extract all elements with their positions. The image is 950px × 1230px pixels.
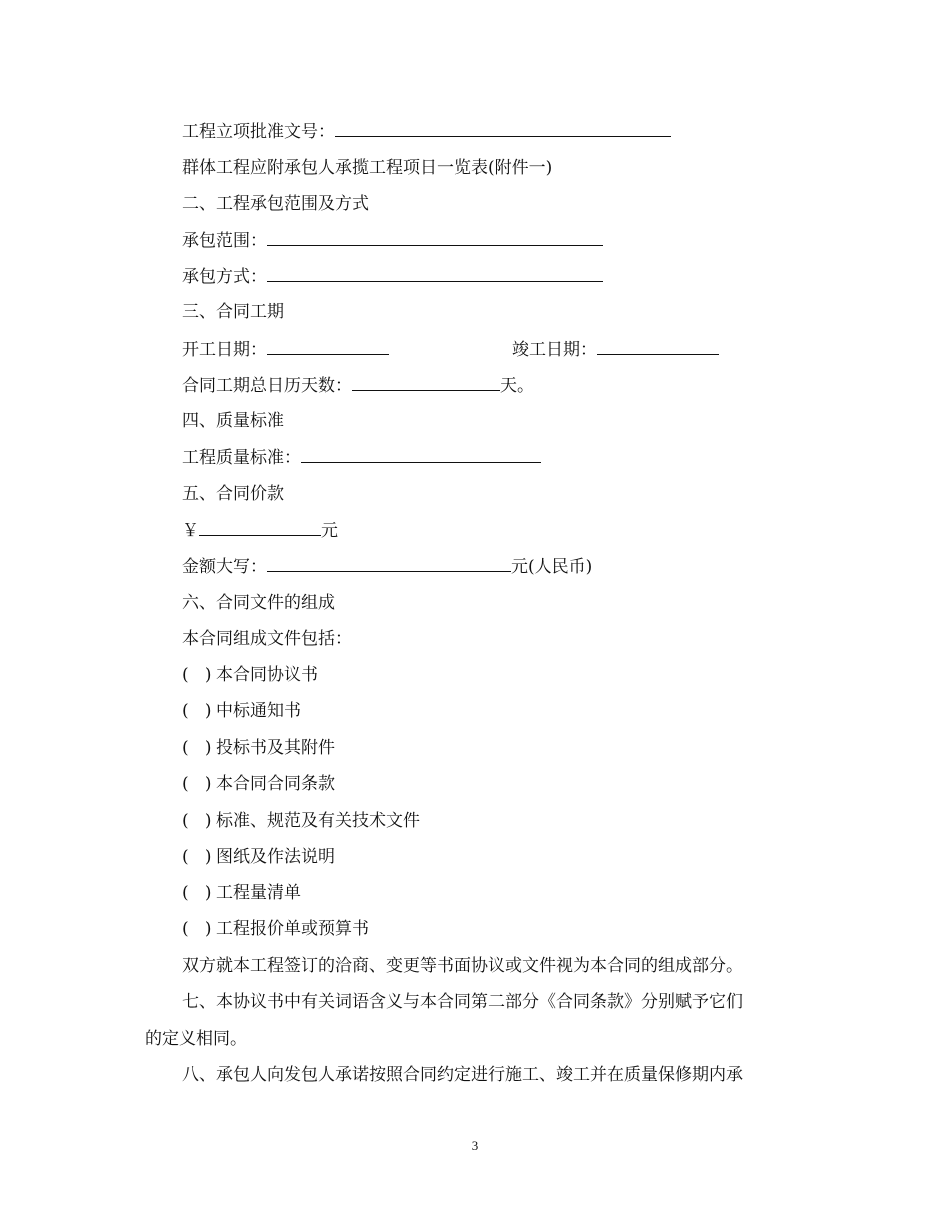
start-date-blank[interactable]: [267, 338, 389, 355]
price-figure-line: [182, 519, 338, 542]
checkbox-paren[interactable]: ( ): [182, 811, 212, 831]
quality-line: [182, 446, 541, 469]
clause-7-line1: 七、本协议书中有关词语含义与本合同第二部分《合同条款》分别赋予它们: [182, 992, 743, 1012]
list-item-label: 本合同协议书: [216, 665, 318, 685]
method-line: [182, 265, 603, 288]
completion-date-line: [512, 338, 719, 361]
list-item: [182, 664, 318, 686]
list-item: [182, 737, 335, 759]
list-item: [182, 810, 420, 832]
list-item-label: 标准、规范及有关技术文件: [216, 811, 420, 831]
method-label: 承包方式：: [182, 267, 267, 287]
start-date-line: [182, 338, 389, 361]
price-unit: 元: [321, 521, 338, 541]
list-item: [182, 773, 335, 795]
list-item-label: 本合同合同条款: [216, 774, 335, 794]
total-days-unit: 天。: [500, 376, 534, 396]
approval-number-blank[interactable]: [335, 120, 671, 137]
clause-7-line2: 的定义相同。: [145, 1029, 247, 1049]
quality-blank[interactable]: [301, 446, 541, 463]
checkbox-paren[interactable]: ( ): [182, 701, 212, 721]
method-blank[interactable]: [267, 265, 603, 282]
list-item-label: 工程报价单或预算书: [216, 919, 369, 939]
total-days-label: 合同工期总日历天数：: [182, 376, 352, 396]
completion-date-label: 竣工日期：: [512, 340, 597, 360]
scope-label: 承包范围：: [182, 231, 267, 251]
price-figure-blank[interactable]: [199, 519, 321, 536]
start-date-label: 开工日期：: [182, 340, 267, 360]
section-heading-5: 五、合同价款: [182, 484, 284, 504]
quality-label: 工程质量标准：: [182, 448, 301, 468]
section-heading-3: 三、合同工期: [182, 302, 284, 322]
checkbox-paren[interactable]: ( ): [182, 774, 212, 794]
page-number: 3: [471, 1138, 479, 1153]
price-words-blank[interactable]: [267, 555, 511, 572]
price-words-label: 金额大写：: [182, 557, 267, 577]
checkbox-paren[interactable]: ( ): [182, 847, 212, 867]
checkbox-paren[interactable]: ( ): [182, 919, 212, 939]
price-words-unit: 元(人民币): [511, 557, 593, 577]
section-heading-6: 六、合同文件的组成: [182, 593, 335, 613]
list-item: [182, 700, 301, 722]
completion-date-blank[interactable]: [597, 338, 719, 355]
amendments-paragraph: 双方就本工程签订的洽商、变更等书面协议或文件视为本合同的组成部分。: [182, 956, 743, 976]
list-item-label: 图纸及作法说明: [216, 847, 335, 867]
list-item-label: 投标书及其附件: [216, 738, 335, 758]
documents-intro: 本合同组成文件包括：: [182, 629, 352, 649]
section-heading-4: 四、质量标准: [182, 411, 284, 431]
clause-8-line1: 八、承包人向发包人承诺按照合同约定进行施工、竣工并在质量保修期内承: [182, 1065, 743, 1085]
scope-line: [182, 229, 603, 252]
yen-sign: ￥: [182, 521, 199, 541]
approval-number-label: 工程立项批准文号：: [182, 122, 335, 142]
list-item: [182, 846, 335, 868]
list-item: [182, 882, 301, 904]
total-days-line: [182, 374, 534, 397]
checkbox-paren[interactable]: ( ): [182, 883, 212, 903]
attachment-note: 群体工程应附承包人承揽工程项日一览表(附件一): [182, 158, 553, 178]
checkbox-paren[interactable]: ( ): [182, 738, 212, 758]
scope-blank[interactable]: [267, 229, 603, 246]
list-item-label: 中标通知书: [216, 701, 301, 721]
list-item: [182, 918, 369, 940]
total-days-blank[interactable]: [352, 374, 500, 391]
list-item-label: 工程量清单: [216, 883, 301, 903]
checkbox-paren[interactable]: ( ): [182, 665, 212, 685]
section-heading-2: 二、工程承包范围及方式: [182, 194, 369, 214]
approval-number-line: [182, 120, 671, 143]
price-words-line: [182, 555, 592, 578]
